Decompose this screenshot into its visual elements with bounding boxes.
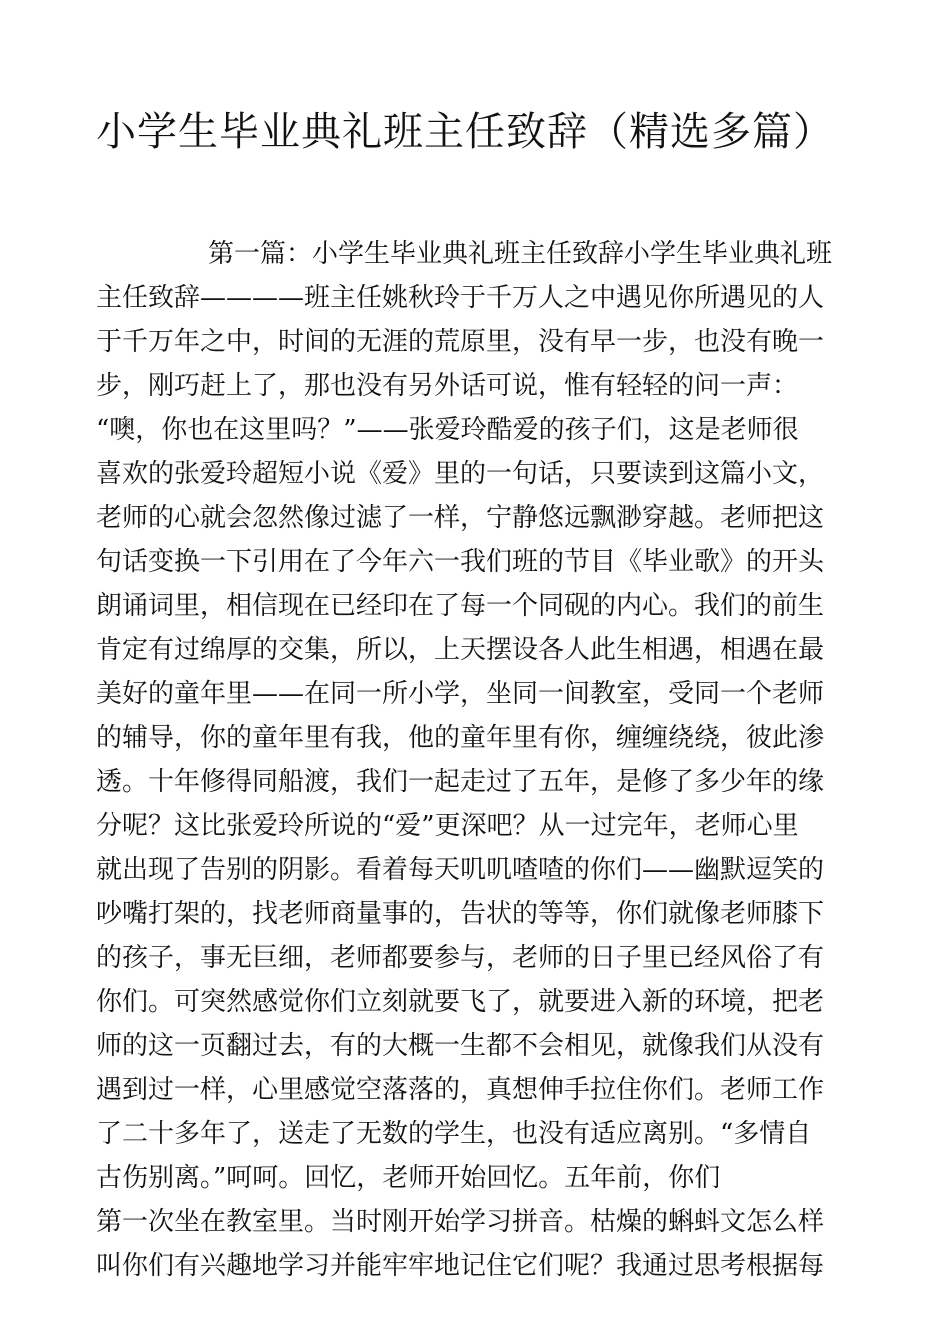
body-line: 步，刚巧赶上了，那也没有另外话可说，惟有轻轻的问一声： bbox=[96, 371, 799, 401]
body-line: 的辅导，你的童年里有我，他的童年里有你，缠缠绕绕，彼此渗 bbox=[96, 723, 825, 753]
body-line: 的孩子，事无巨细，老师都要参与，老师的日子里已经风俗了有 bbox=[96, 943, 825, 973]
body-line: 分呢？这比张爱玲所说的“爱”更深吧？从一过完年，老师心里 bbox=[96, 811, 799, 841]
body-line: 美好的童年里——在同一所小学，坐同一间教室，受同一个老师 bbox=[96, 679, 825, 709]
body-line: 于千万年之中，时间的无涯的荒原里，没有早一步，也没有晚一 bbox=[96, 327, 825, 357]
body-line: 句话变换一下引用在了今年六一我们班的节目《毕业歌》的开头 bbox=[96, 547, 825, 577]
body-line: 第一次坐在教室里。当时刚开始学习拼音。枯燥的蝌蚪文怎么样 bbox=[96, 1207, 825, 1237]
body-line: 老师的心就会忽然像过滤了一样，宁静悠远飘渺穿越。老师把这 bbox=[96, 503, 825, 533]
body-line: 肯定有过绵厚的交集，所以，上天摆设各人此生相遇，相遇在最 bbox=[96, 635, 825, 665]
body-line: 吵嘴打架的，找老师商量事的，告状的等等，你们就像老师膝下 bbox=[96, 899, 825, 929]
body-line: “噢，你也在这里吗？”——张爱玲酷爱的孩子们，这是老师很 bbox=[96, 415, 799, 445]
body-line: 了二十多年了，送走了无数的学生，也没有适应离别。“多情自 bbox=[96, 1119, 812, 1149]
body-line: 喜欢的张爱玲超短小说《爱》里的一句话，只要读到这篇小文， bbox=[96, 459, 825, 489]
body-line: 主任致辞————班主任姚秋玲于千万人之中遇见你所遇见的人 bbox=[96, 283, 825, 313]
body-line: 第一篇：小学生毕业典礼班主任致辞小学生毕业典礼班 bbox=[208, 239, 833, 269]
body-line: 古伤别离。”呵呵。回忆，老师开始回忆。五年前，你们 bbox=[96, 1163, 721, 1193]
body-line: 朗诵词里，相信现在已经印在了每一个同砚的内心。我们的前生 bbox=[96, 591, 825, 621]
document-body bbox=[96, 232, 866, 1288]
body-line: 就出现了告别的阴影。看着每天叽叽喳喳的你们——幽默逗笑的 bbox=[96, 855, 825, 885]
body-line: 你们。可突然感觉你们立刻就要飞了，就要进入新的环境，把老 bbox=[96, 987, 825, 1017]
body-line: 透。十年修得同船渡，我们一起走过了五年，是修了多少年的缘 bbox=[96, 767, 825, 797]
body-line: 遇到过一样，心里感觉空落落的，真想伸手拉住你们。老师工作 bbox=[96, 1075, 825, 1105]
body-line: 叫你们有兴趣地学习并能牢牢地记住它们呢？我通过思考根据每 bbox=[96, 1251, 825, 1281]
body-line: 师的这一页翻过去，有的大概一生都不会相见，就像我们从没有 bbox=[96, 1031, 825, 1061]
document-title: 小学生毕业典礼班主任致辞（精选多篇） bbox=[96, 109, 834, 155]
